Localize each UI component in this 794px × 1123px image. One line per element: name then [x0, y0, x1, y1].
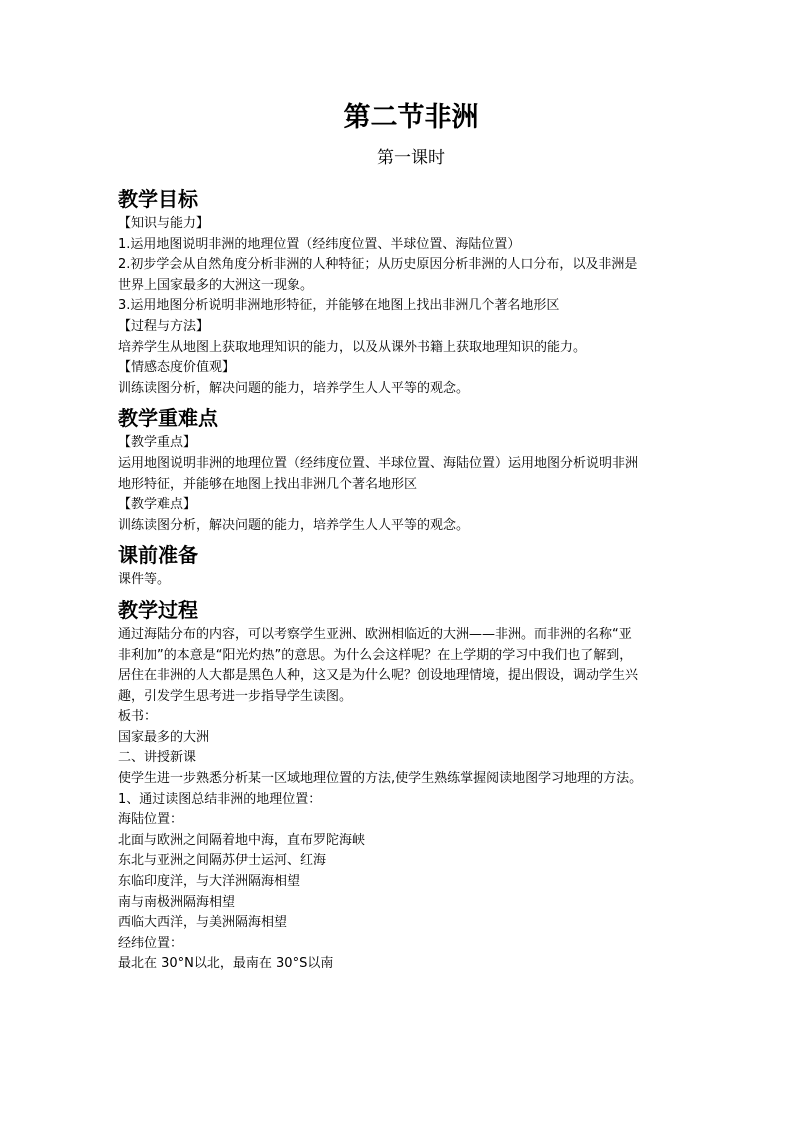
text-line: 东临印度洋，与大洋洲隔海相望: [118, 874, 301, 890]
section-heading: 教学目标: [118, 187, 198, 211]
section-preparation: [118, 540, 686, 591]
text-line: 东北与亚洲之间隔苏伊士运河、红海: [118, 853, 327, 869]
text-line: 【情感态度价值观】: [118, 360, 236, 376]
text-line: 2.初步学会从自然角度分析非洲的人种特征；从历史原因分析非洲的人口分布，以及非洲是: [118, 257, 638, 273]
text-line: 课件等。: [118, 572, 171, 588]
document-page: [118, 96, 686, 975]
text-line: 训练读图分析，解决问题的能力，培养学生人人平等的观念。: [118, 380, 470, 396]
text-line: 经纬位置：: [118, 935, 184, 951]
text-line: 训练读图分析，解决问题的能力，培养学生人人平等的观念。: [118, 517, 470, 533]
text-line: 二、讲授新课: [118, 750, 197, 766]
text-line: 培养学生从地图上获取地理知识的能力，以及从课外书籍上获取地理知识的能力。: [118, 339, 587, 355]
section-heading: 教学重难点: [118, 406, 218, 431]
section-goals: [118, 184, 686, 399]
text-line: 地形特征，并能够在地图上找出非洲几个著名地形区: [118, 476, 418, 492]
text-line: 3.运用地图分析说明非洲地形特征，并能够在地图上找出非洲几个著名地形区: [118, 298, 560, 314]
text-line: 国家最多的大洲: [118, 729, 210, 745]
page-subtitle: 第一课时: [377, 148, 445, 168]
text-line: 【过程与方法】: [118, 318, 210, 334]
text-line: 【教学难点】: [118, 497, 197, 513]
text-line: 使学生进一步熟悉分析某一区域地理位置的方法,使学生熟练掌握阅读地图学习地理的方法。: [118, 771, 643, 787]
text-line: 运用地图说明非洲的地理位置（经纬度位置、半球位置、海陆位置）运用地图分析说明非洲: [118, 455, 639, 471]
text-line: 世界上国家最多的大洲这一现象。: [118, 277, 314, 293]
section-heading: 教学过程: [118, 597, 198, 622]
text-line: 【知识与能力】: [118, 216, 210, 231]
text-line: 趣，引发学生思考进一步指导学生读图。: [118, 688, 353, 704]
text-line: 西临大西洋，与美洲隔海相望: [118, 915, 288, 931]
text-line: 南与南极洲隔海相望: [118, 894, 236, 910]
text-line: 通过海陆分布的内容，可以考察学生亚洲、欧洲相临近的大洲——非洲。而非洲的名称“亚: [118, 626, 632, 642]
text-line: 非利加”的本意是“阳光灼热”的意思。为什么会这样呢？在上学期的学习中我们也了解到，: [118, 647, 633, 663]
page-title: 第二节非洲: [343, 102, 479, 133]
section-key-points: [118, 403, 686, 536]
text-line: 【教学重点】: [118, 435, 197, 451]
section-heading: 课前准备: [118, 543, 198, 568]
text-line: 居住在非洲的人大都是黑色人种，这又是为什么呢？创设地理情境，提出假设，调动学生兴: [118, 668, 639, 684]
text-line: 海陆位置：: [118, 812, 184, 828]
section-process: [118, 595, 686, 975]
text-line: 1.运用地图说明非洲的地理位置（经纬度位置、半球位置、海陆位置）: [118, 236, 521, 252]
text-line: 1、通过读图总结非洲的地理位置：: [118, 791, 322, 807]
text-line: 北面与欧洲之间隔着地中海，直布罗陀海峡: [118, 832, 366, 848]
text-line: 板书：: [118, 709, 158, 725]
text-line: 最北在 30°N以北，最南在 30°S以南: [118, 956, 334, 972]
